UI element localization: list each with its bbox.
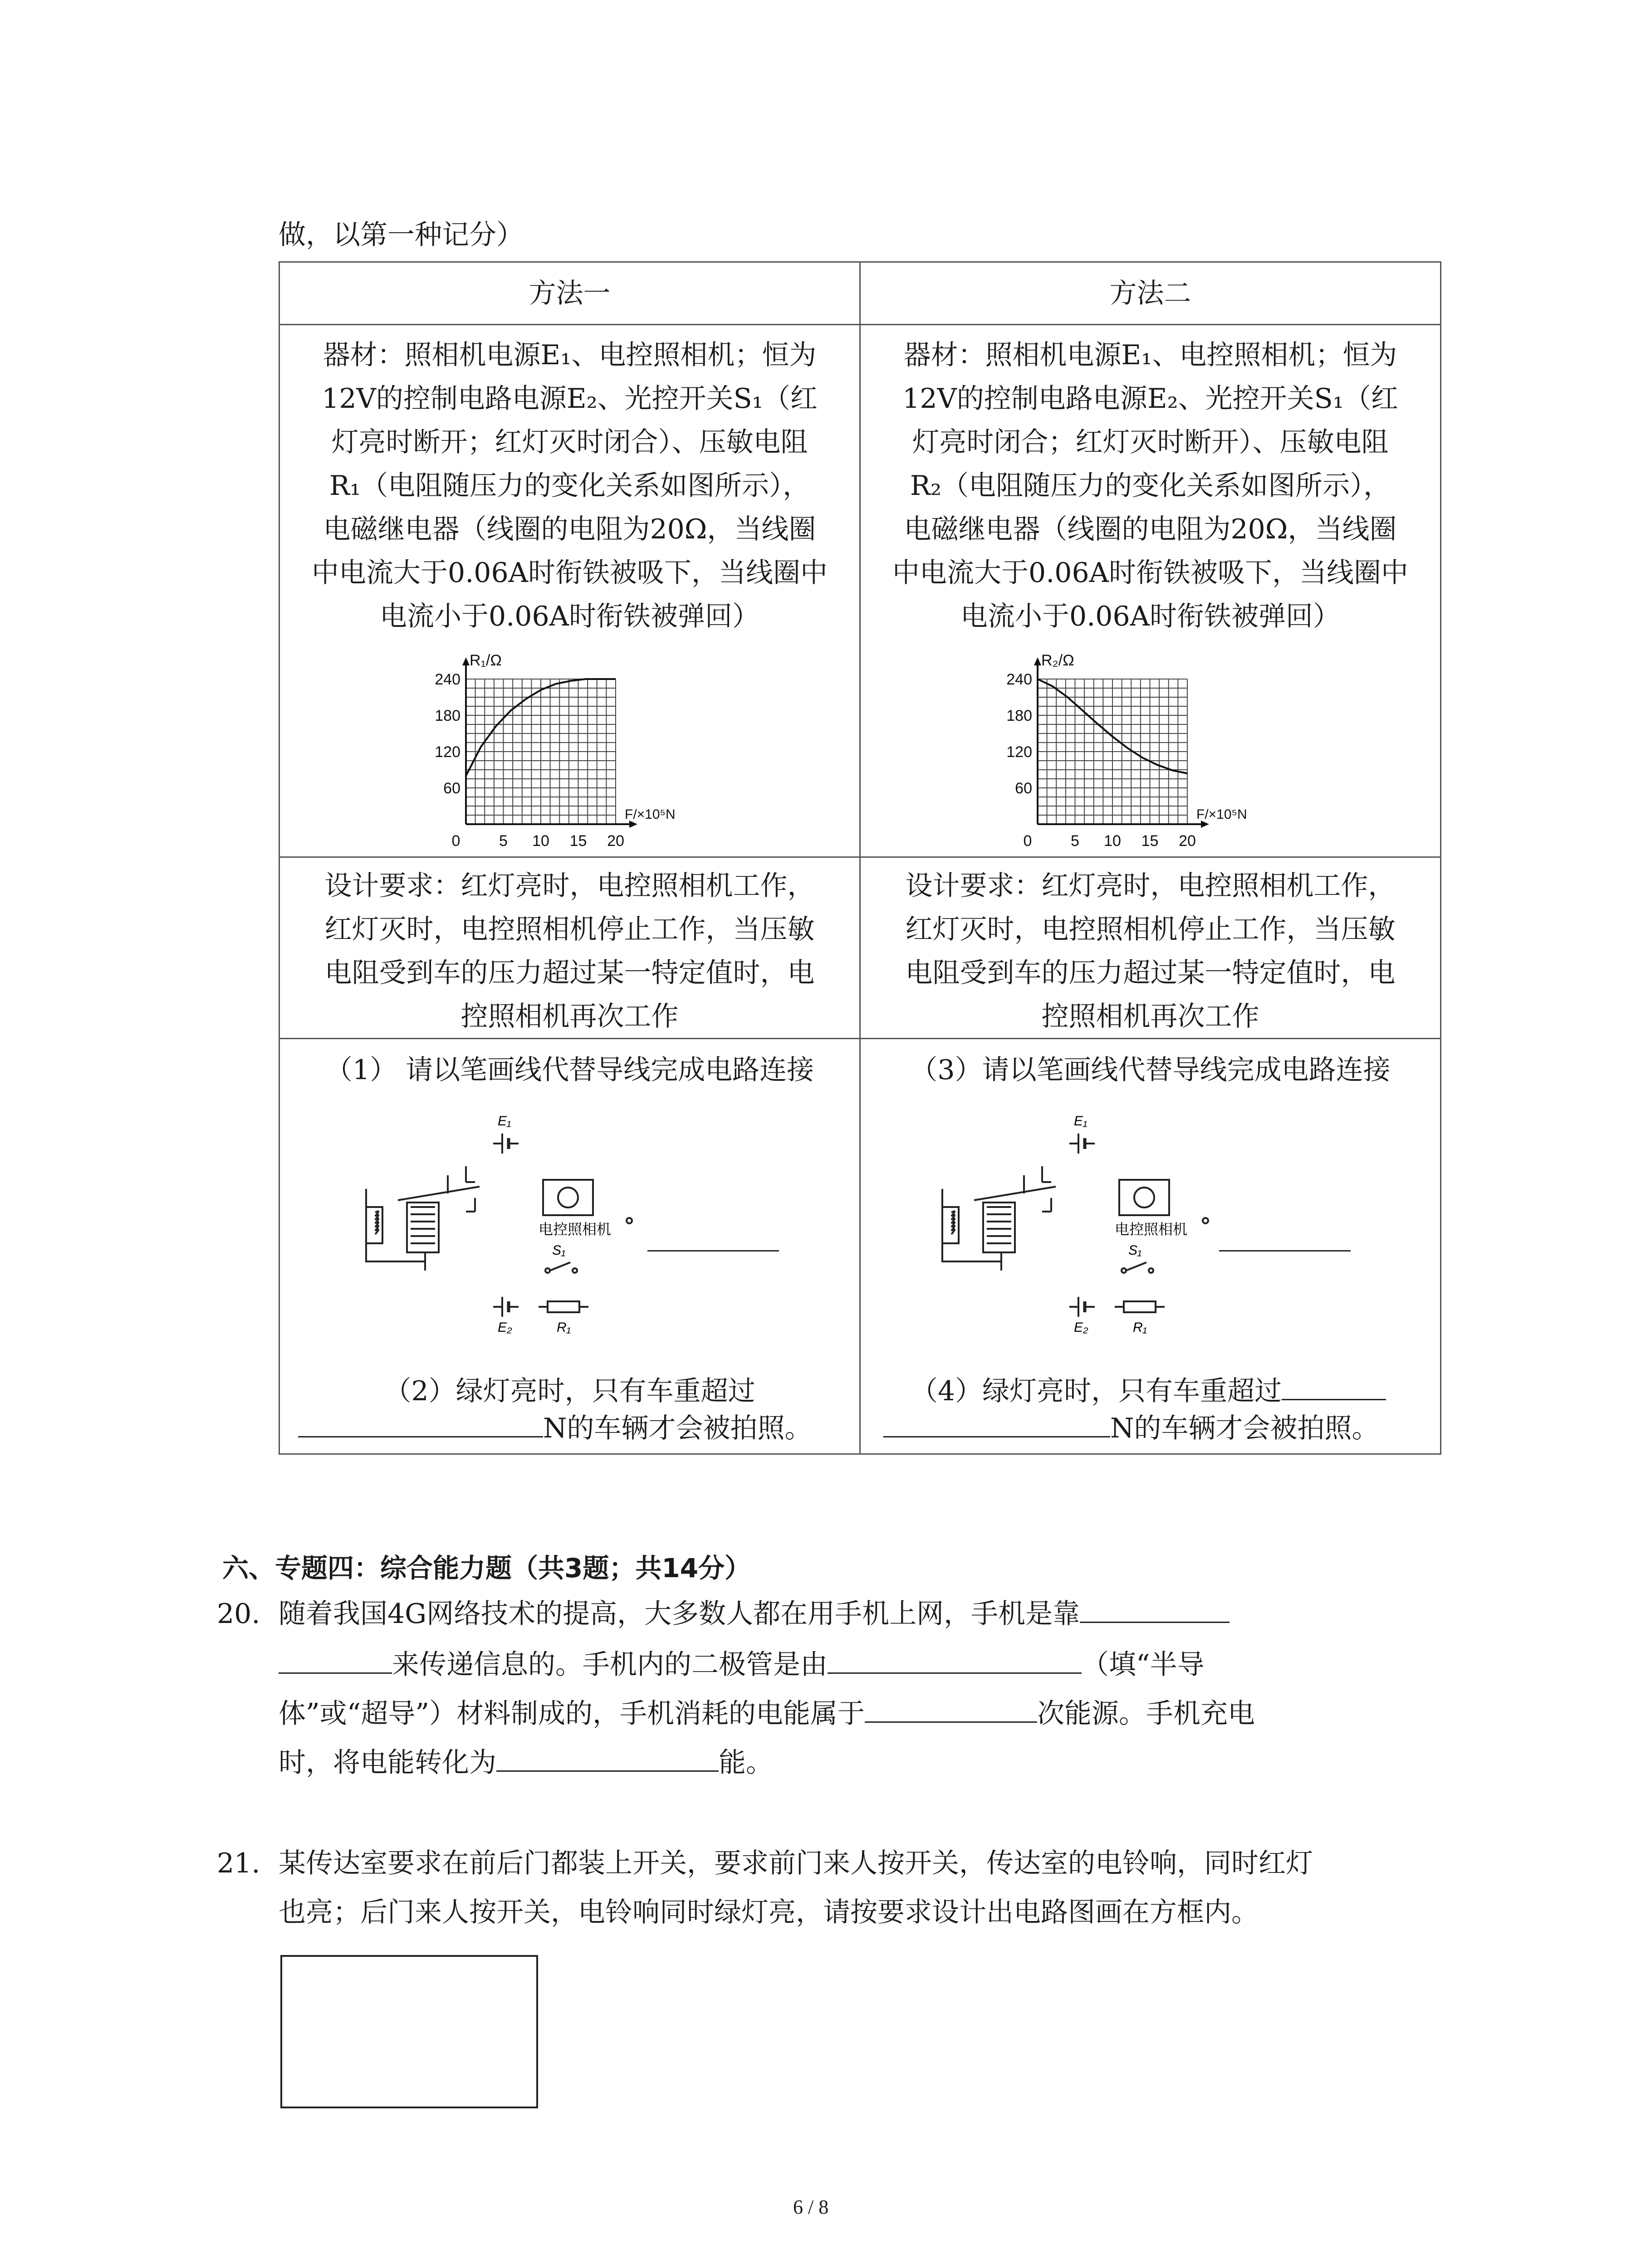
answer-blank[interactable] [1282,1372,1386,1400]
method2-requirements-cell [860,857,1441,1039]
q20-line3b-text: 次能源。手机充电 [1037,1698,1255,1730]
q2-answer-row [298,1407,812,1450]
y-tick-label: 180 [1006,707,1032,724]
materials-line: R₂（电阻随压力的变化关系如图所示）， [910,470,1391,502]
x-tick-label: 10 [532,832,549,850]
answer-blank[interactable] [1080,1594,1230,1623]
requirement-line: 设计要求：红灯亮时，电控照相机工作， [324,870,815,902]
materials-line: 电流小于0.06A时衔铁被弹回） [960,601,1340,632]
x-axis-label: F/×10⁵N [1196,807,1247,822]
materials-line: 灯亮时闭合；红灯灭时断开）、压敏电阻 [912,426,1389,458]
circuit-diagram-2 [933,1098,1224,1334]
x-tick-label: 15 [1141,832,1159,850]
r2-force-chart [988,643,1314,851]
requirement-line: 电阻受到车的压力超过某一特定值时，电 [905,957,1396,989]
header-method2-label: 方法二 [1109,278,1191,309]
q20-number: 20. [217,1598,260,1630]
y-tick-label: 120 [435,743,460,761]
y-tick-label: 240 [1006,671,1032,688]
q3-text: （3）请以笔画线代替导线完成电路连接 [910,1054,1391,1086]
requirement-line: 红灯灭时，电控照相机停止工作，当压敏 [905,914,1396,945]
y-axis-label: R₁/Ω [470,652,502,669]
s1-label: S₁ [1128,1243,1142,1258]
requirement-line: 设计要求：红灯亮时，电控照相机工作， [905,870,1396,902]
answer-blank[interactable] [1219,1223,1351,1251]
method1-materials [280,333,859,638]
q21-line1: 某传达室要求在前后门都装上开关，要求前门来人按开关，传达室的电铃响，同时红灯 [279,1848,1313,1879]
q20-line1 [279,1592,1230,1636]
q20-line3a-text: 体”或“超导”）材料制成的，手机消耗的电能属于 [279,1698,865,1730]
requirement-line: 控照相机再次工作 [460,1001,679,1032]
materials-line: 中电流大于0.06A时衔铁被吸下，当线圈中 [312,557,828,589]
q4-tail-text: N的车辆才会被拍照。 [1110,1413,1379,1444]
answer-blank[interactable] [883,1409,1110,1437]
y-axis-arrow [1034,657,1041,665]
q21-line2: 也亮；后门来人按开关，电铃响同时绿灯亮，请按要求设计出电路图画在方框内。 [279,1897,1259,1928]
page-number: 6 / 8 [793,2196,829,2218]
x-tick-label: 0 [451,832,460,850]
q4-answer-row [883,1407,1379,1450]
q20-line1-text: 随着我国4G网络技术的提高，大多数人都在用手机上网，手机是靠 [279,1598,1080,1630]
x-tick-label: 15 [569,832,587,850]
y-axis-label: R₂/Ω [1041,652,1074,669]
e2-label: E₂ [498,1320,512,1334]
materials-line: R₁（电阻随压力的变化关系如图所示）， [329,470,810,502]
x-tick-label: 20 [1179,832,1196,850]
y-tick-label: 180 [435,707,460,724]
answer-blank[interactable] [496,1743,719,1772]
answer-blank[interactable] [298,1409,543,1437]
header-method1-label: 方法一 [529,278,611,309]
q20-line3 [279,1692,1255,1735]
answer-blank[interactable] [647,1223,779,1251]
r1-force-chart [416,643,725,851]
q20-line4a-text: 时，将电能转化为 [279,1747,496,1779]
e1-label: E₁ [1074,1114,1087,1129]
materials-line: 灯亮时断开；红灯灭时闭合）、压敏电阻 [331,426,808,458]
y-tick-label: 60 [1015,780,1032,797]
r1-label: R₁ [1133,1320,1147,1334]
q20-line2 [279,1643,1205,1686]
y-tick-label: 240 [435,671,460,688]
method1-materials-cell [279,325,860,857]
materials-line: 12V的控制电路电源E₂、光控开关S₁（红 [322,383,818,415]
x-axis-label: F/×10⁵N [625,807,676,822]
answer-blank[interactable] [865,1694,1037,1723]
s1-label: S₁ [552,1243,566,1258]
q4-text: （4）绿灯亮时，只有车重超过 [911,1375,1282,1407]
materials-line: 电磁继电器（线圈的电阻为20Ω，当线圈 [904,513,1397,545]
q21-number: 21. [217,1848,260,1879]
q1-text: （1） 请以笔画线代替导线完成电路连接 [325,1054,814,1086]
requirement-line: 红灯灭时，电控照相机停止工作，当压敏 [324,914,815,945]
intro-line: 做，以第一种记分） [279,219,524,251]
materials-line: 电流小于0.06A时衔铁被弹回） [380,601,759,632]
e1-label: E₁ [498,1114,511,1129]
x-tick-label: 5 [1071,832,1079,850]
method2-materials-cell [860,325,1441,857]
method1-requirements-cell [279,857,860,1039]
q20-line4 [279,1741,773,1784]
q2-text: （2）绿灯亮时，只有车重超过 [384,1375,755,1407]
method1-question-cell [279,1039,860,1454]
x-tick-label: 0 [1023,832,1032,850]
camera-label: 电控照相机 [539,1221,612,1237]
q20-line2-text: 来传递信息的。手机内的二极管是由 [392,1649,828,1681]
y-tick-label: 120 [1006,743,1032,761]
method2-question-cell [860,1039,1441,1454]
circuit-diagram-1 [357,1098,647,1334]
materials-line: 电磁继电器（线圈的电阻为20Ω，当线圈 [323,513,816,545]
x-tick-label: 20 [607,832,624,850]
materials-line: 器材：照相机电源E₁、电控照相机；恒为 [323,339,817,371]
q2-tail-text: N的车辆才会被拍照。 [543,1413,812,1444]
camera-label: 电控照相机 [1115,1221,1188,1237]
answer-box[interactable] [280,1955,538,2108]
method1-requirements [280,864,859,1038]
requirement-line: 电阻受到车的压力超过某一特定值时，电 [324,957,815,989]
e2-label: E₂ [1074,1320,1088,1334]
header-method2 [860,262,1441,325]
answer-blank[interactable] [279,1645,392,1674]
method2-materials [861,333,1440,638]
answer-blank[interactable] [828,1645,1082,1674]
r1-label: R₁ [557,1320,571,1334]
materials-line: 12V的控制电路电源E₂、光控开关S₁（红 [902,383,1398,415]
y-axis-arrow [462,657,470,665]
method2-requirements [861,864,1440,1038]
q20-line4b-text: 能。 [719,1747,773,1779]
requirement-line: 控照相机再次工作 [1041,1001,1259,1032]
q20-line2b-text: （填“半导 [1082,1649,1205,1681]
section6-heading: 六、专题四：综合能力题（共3题；共14分） [222,1553,751,1584]
methods-table [279,261,1441,1455]
materials-line: 器材：照相机电源E₁、电控照相机；恒为 [903,339,1397,371]
x-tick-label: 10 [1104,832,1121,850]
y-tick-label: 60 [443,780,460,797]
x-tick-label: 5 [499,832,508,850]
header-method1 [279,262,860,325]
materials-line: 中电流大于0.06A时衔铁被吸下，当线圈中 [892,557,1408,589]
